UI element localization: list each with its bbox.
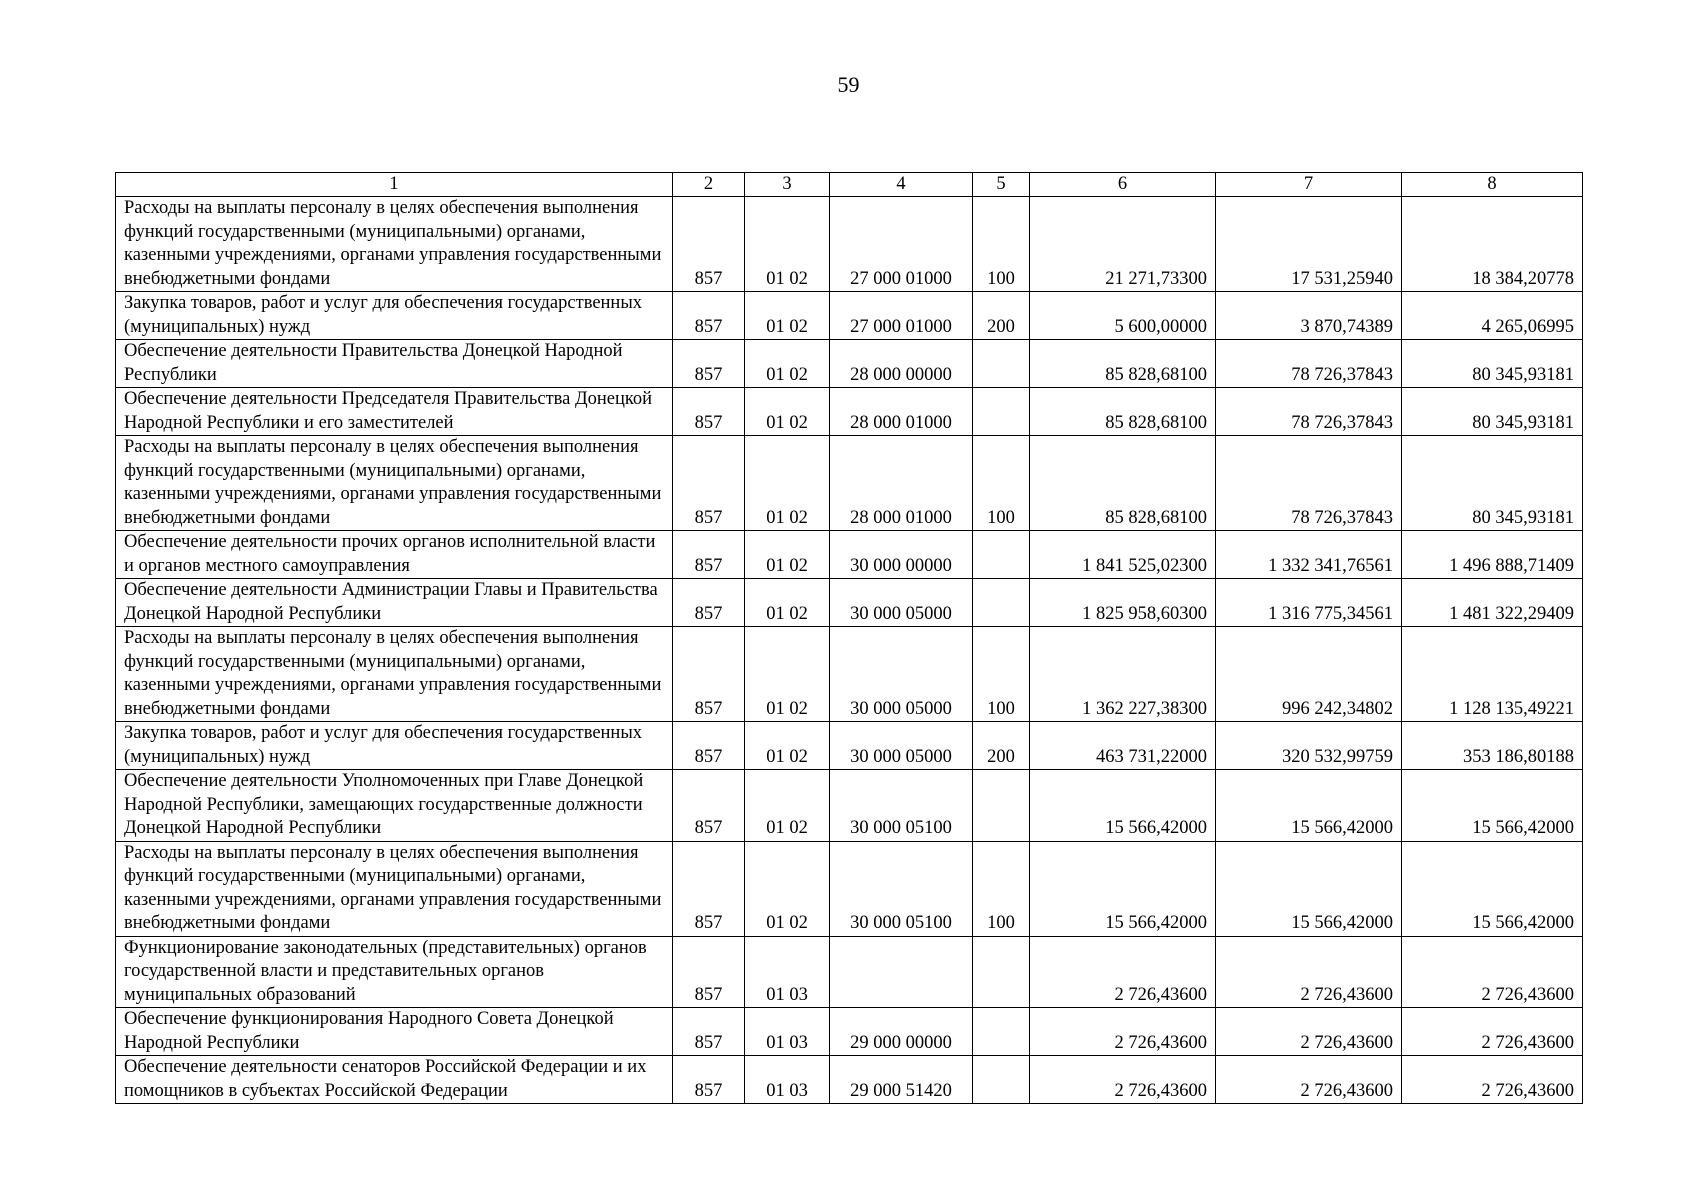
expense-name-cell: Обеспечение деятельности Уполномоченных при Главе Донецкой Народной Республики, замещающих государственные должности Донецкой Народной Республики [116, 770, 673, 842]
target-article-cell: 30 000 05000 [830, 722, 973, 770]
department-code-cell: 857 [673, 292, 745, 340]
amount-cell: 2 726,43600 [1402, 1008, 1583, 1056]
expense-type-cell: 100 [973, 436, 1030, 531]
target-article-cell: 30 000 05000 [830, 627, 973, 722]
table-row [116, 531, 1583, 579]
section-code-cell: 01 02 [745, 722, 830, 770]
expense-name-cell: Обеспечение деятельности Правительства Донецкой Народной Республики [116, 340, 673, 388]
target-article-cell: 28 000 01000 [830, 388, 973, 436]
section-code-cell: 01 02 [745, 770, 830, 842]
department-code-cell: 857 [673, 770, 745, 842]
amount-cell: 2 726,43600 [1030, 1008, 1216, 1056]
expense-type-cell [973, 1008, 1030, 1056]
expense-type-cell: 200 [973, 292, 1030, 340]
section-code-cell: 01 02 [745, 579, 830, 627]
target-article-cell: 30 000 05100 [830, 770, 973, 842]
amount-cell: 1 362 227,38300 [1030, 627, 1216, 722]
department-code-cell: 857 [673, 722, 745, 770]
department-code-cell: 857 [673, 1056, 745, 1104]
target-article-cell [830, 936, 973, 1008]
column-header: 5 [973, 173, 1030, 197]
amount-cell: 15 566,42000 [1216, 841, 1402, 936]
section-code-cell: 01 02 [745, 197, 830, 292]
table-row [116, 340, 1583, 388]
section-code-cell: 01 03 [745, 1056, 830, 1104]
expense-name-cell: Расходы на выплаты персоналу в целях обеспечения выполнения функций государственными (муниципальными) органами, казенными учреждениями, органами управления государственными внебюджетными фондами [116, 841, 673, 936]
table-row [116, 1008, 1583, 1056]
amount-cell: 85 828,68100 [1030, 388, 1216, 436]
section-code-cell: 01 03 [745, 1008, 830, 1056]
target-article-cell: 29 000 51420 [830, 1056, 973, 1104]
page-number: 59 [837, 72, 860, 97]
table-header-row [116, 173, 1583, 197]
amount-cell: 80 345,93181 [1402, 340, 1583, 388]
amount-cell: 17 531,25940 [1216, 197, 1402, 292]
expense-type-cell [973, 340, 1030, 388]
table-row [116, 841, 1583, 936]
amount-cell: 320 532,99759 [1216, 722, 1402, 770]
expense-type-cell [973, 1056, 1030, 1104]
expense-type-cell: 100 [973, 841, 1030, 936]
amount-cell: 15 566,42000 [1216, 770, 1402, 842]
expense-name-cell: Обеспечение деятельности прочих органов исполнительной власти и органов местного самоуправления [116, 531, 673, 579]
amount-cell: 2 726,43600 [1216, 1056, 1402, 1104]
amount-cell: 21 271,73300 [1030, 197, 1216, 292]
table-row [116, 388, 1583, 436]
expense-name-cell: Расходы на выплаты персоналу в целях обеспечения выполнения функций государственными (муниципальными) органами, казенными учреждениями, органами управления государственными внебюджетными фондами [116, 197, 673, 292]
table-row [116, 722, 1583, 770]
amount-cell: 15 566,42000 [1030, 841, 1216, 936]
target-article-cell: 30 000 05000 [830, 579, 973, 627]
amount-cell: 1 332 341,76561 [1216, 531, 1402, 579]
section-code-cell: 01 03 [745, 936, 830, 1008]
amount-cell: 80 345,93181 [1402, 436, 1583, 531]
expense-type-cell: 200 [973, 722, 1030, 770]
column-header: 4 [830, 173, 973, 197]
expense-type-cell [973, 579, 1030, 627]
amount-cell: 1 841 525,02300 [1030, 531, 1216, 579]
table-row [116, 1056, 1583, 1104]
target-article-cell: 30 000 05100 [830, 841, 973, 936]
amount-cell: 996 242,34802 [1216, 627, 1402, 722]
amount-cell: 353 186,80188 [1402, 722, 1583, 770]
expense-name-cell: Обеспечение деятельности сенаторов Российской Федерации и их помощников в субъектах Российской Федерации [116, 1056, 673, 1104]
expense-name-cell: Обеспечение деятельности Председателя Правительства Донецкой Народной Республики и его заместителей [116, 388, 673, 436]
table-row [116, 436, 1583, 531]
amount-cell: 1 481 322,29409 [1402, 579, 1583, 627]
department-code-cell: 857 [673, 1008, 745, 1056]
amount-cell: 1 316 775,34561 [1216, 579, 1402, 627]
amount-cell: 1 825 958,60300 [1030, 579, 1216, 627]
expense-name-cell: Закупка товаров, работ и услуг для обеспечения государственных (муниципальных) нужд [116, 292, 673, 340]
amount-cell: 78 726,37843 [1216, 340, 1402, 388]
expense-name-cell: Закупка товаров, работ и услуг для обеспечения государственных (муниципальных) нужд [116, 722, 673, 770]
amount-cell: 2 726,43600 [1216, 936, 1402, 1008]
target-article-cell: 27 000 01000 [830, 197, 973, 292]
amount-cell: 1 128 135,49221 [1402, 627, 1583, 722]
table-body [116, 197, 1583, 1104]
department-code-cell: 857 [673, 627, 745, 722]
expense-type-cell [973, 770, 1030, 842]
table-row [116, 579, 1583, 627]
department-code-cell: 857 [673, 340, 745, 388]
expense-name-cell: Расходы на выплаты персоналу в целях обеспечения выполнения функций государственными (муниципальными) органами, казенными учреждениями, органами управления государственными внебюджетными фондами [116, 627, 673, 722]
section-code-cell: 01 02 [745, 627, 830, 722]
expense-type-cell [973, 531, 1030, 579]
table-row [116, 936, 1583, 1008]
amount-cell: 85 828,68100 [1030, 340, 1216, 388]
department-code-cell: 857 [673, 841, 745, 936]
section-code-cell: 01 02 [745, 531, 830, 579]
department-code-cell: 857 [673, 197, 745, 292]
amount-cell: 2 726,43600 [1402, 1056, 1583, 1104]
column-header: 7 [1216, 173, 1402, 197]
department-code-cell: 857 [673, 936, 745, 1008]
target-article-cell: 30 000 00000 [830, 531, 973, 579]
amount-cell: 4 265,06995 [1402, 292, 1583, 340]
expense-name-cell: Обеспечение деятельности Администрации Главы и Правительства Донецкой Народной Республики [116, 579, 673, 627]
amount-cell: 78 726,37843 [1216, 388, 1402, 436]
expense-name-cell: Функционирование законодательных (представительных) органов государственной власти и представительных органов муниципальных образований [116, 936, 673, 1008]
column-header: 3 [745, 173, 830, 197]
column-header: 2 [673, 173, 745, 197]
section-code-cell: 01 02 [745, 388, 830, 436]
table-row [116, 770, 1583, 842]
amount-cell: 2 726,43600 [1030, 1056, 1216, 1104]
amount-cell: 15 566,42000 [1030, 770, 1216, 842]
column-header: 8 [1402, 173, 1583, 197]
expense-type-cell [973, 936, 1030, 1008]
amount-cell: 80 345,93181 [1402, 388, 1583, 436]
target-article-cell: 27 000 01000 [830, 292, 973, 340]
amount-cell: 15 566,42000 [1402, 841, 1583, 936]
expense-name-cell: Расходы на выплаты персоналу в целях обеспечения выполнения функций государственными (муниципальными) органами, казенными учреждениями, органами управления государственными внебюджетными фондами [116, 436, 673, 531]
amount-cell: 1 496 888,71409 [1402, 531, 1583, 579]
table-row [116, 292, 1583, 340]
expense-type-cell: 100 [973, 197, 1030, 292]
table-row [116, 197, 1583, 292]
expense-type-cell [973, 388, 1030, 436]
target-article-cell: 28 000 00000 [830, 340, 973, 388]
section-code-cell: 01 02 [745, 841, 830, 936]
expense-name-cell: Обеспечение функционирования Народного Совета Донецкой Народной Республики [116, 1008, 673, 1056]
department-code-cell: 857 [673, 388, 745, 436]
target-article-cell: 28 000 01000 [830, 436, 973, 531]
amount-cell: 3 870,74389 [1216, 292, 1402, 340]
section-code-cell: 01 02 [745, 436, 830, 531]
section-code-cell: 01 02 [745, 292, 830, 340]
amount-cell: 18 384,20778 [1402, 197, 1583, 292]
column-header: 1 [116, 173, 673, 197]
amount-cell: 5 600,00000 [1030, 292, 1216, 340]
expense-type-cell: 100 [973, 627, 1030, 722]
amount-cell: 463 731,22000 [1030, 722, 1216, 770]
amount-cell: 2 726,43600 [1216, 1008, 1402, 1056]
target-article-cell: 29 000 00000 [830, 1008, 973, 1056]
amount-cell: 2 726,43600 [1402, 936, 1583, 1008]
department-code-cell: 857 [673, 436, 745, 531]
table-row [116, 627, 1583, 722]
amount-cell: 2 726,43600 [1030, 936, 1216, 1008]
column-header: 6 [1030, 173, 1216, 197]
department-code-cell: 857 [673, 579, 745, 627]
section-code-cell: 01 02 [745, 340, 830, 388]
budget-table [115, 172, 1583, 1104]
amount-cell: 85 828,68100 [1030, 436, 1216, 531]
amount-cell: 78 726,37843 [1216, 436, 1402, 531]
amount-cell: 15 566,42000 [1402, 770, 1583, 842]
department-code-cell: 857 [673, 531, 745, 579]
